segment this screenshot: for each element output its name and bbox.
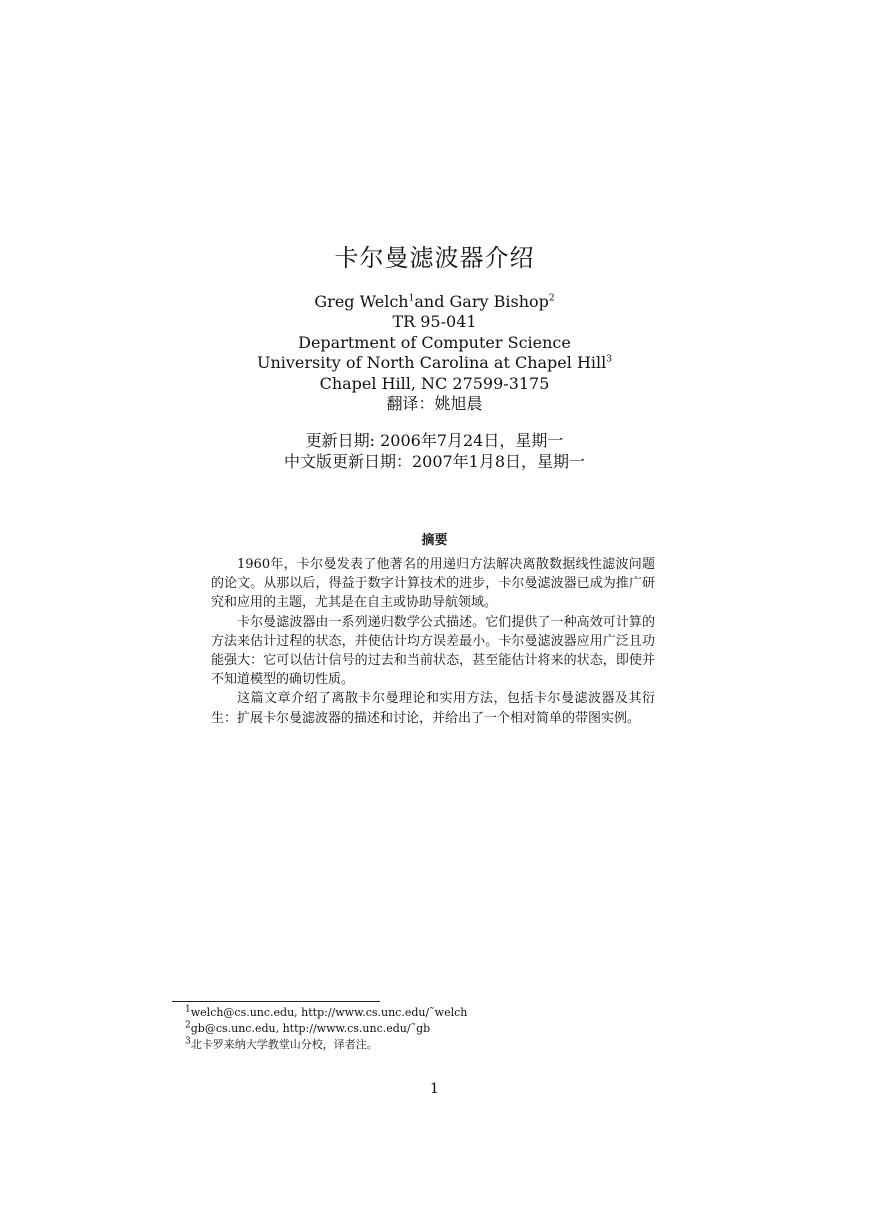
footnote-number: 1 [185, 1004, 191, 1015]
page-number: 1 [430, 1081, 439, 1097]
footnote-number: 3 [185, 1036, 191, 1047]
author-block [0, 292, 869, 414]
address: Chapel Hill, NC 27599-3175 [319, 373, 550, 393]
footnote-text: 北卡罗来纳大学教堂山分校，译者注。 [190, 1038, 378, 1051]
abstract-paragraph: 1960年，卡尔曼发表了他著名的用递归方法解决离散数据线性滤波问题的论文。从那以后，得益于数字计算技术的进步，卡尔曼滤波器已成为推广研究和应用的主题，尤其是在自主或协助导航领域。 [211, 557, 655, 611]
university: University of North Carolina at Chapel Hill [256, 353, 607, 373]
abstract-paragraph: 卡尔曼滤波器由一系列递归数学公式描述。它们提供了一种高效可计算的方法来估计过程的状态，并使估计均方误差最小。卡尔曼滤波器应用广泛且功能强大：它可以估计信号的过去和当前状态，甚至能估计将来的状态，即使并不知道模型的确切性质。 [211, 614, 655, 688]
department: Department of Computer Science [298, 332, 571, 352]
footnote [185, 1020, 467, 1037]
footnote-mark-2: 2 [548, 293, 555, 304]
paper-title: 卡尔曼滤波器介绍 [334, 244, 535, 272]
abstract-paragraph: 这篇文章介绍了离散卡尔曼理论和实用方法，包括卡尔曼滤波器及其衍生：扩展卡尔曼滤波器的描述和讨论，并给出了一个相对简单的带图实例。 [211, 691, 655, 726]
footnote-rule [172, 1001, 380, 1002]
author-bishop: and Gary Bishop [414, 292, 549, 311]
footnote-mark-1: 1 [408, 293, 415, 304]
footnotes [185, 1004, 468, 1053]
footnote-text: gb@cs.unc.edu, http://www.cs.unc.edu/˜gb [190, 1022, 431, 1035]
report-number: TR 95-041 [392, 312, 477, 332]
abstract-body [211, 555, 655, 728]
date-block [0, 430, 869, 472]
translator: 翻译：姚旭晨 [386, 394, 483, 414]
author-line [0, 292, 869, 312]
footnote [185, 1036, 467, 1053]
footnote [185, 1004, 468, 1021]
footnote-text: welch@cs.unc.edu, http://www.cs.unc.edu/˜welch [190, 1006, 468, 1019]
author-welch: Greg Welch [314, 292, 409, 311]
university-line [0, 353, 869, 373]
footnote-number: 2 [185, 1020, 191, 1031]
abstract-heading: 摘要 [421, 533, 448, 548]
footnote-mark-3: 3 [606, 354, 612, 365]
chinese-update-date: 中文版更新日期：2007年1月8日，星期一 [283, 452, 586, 471]
update-date: 更新日期: 2006年7月24日，星期一 [305, 431, 564, 450]
